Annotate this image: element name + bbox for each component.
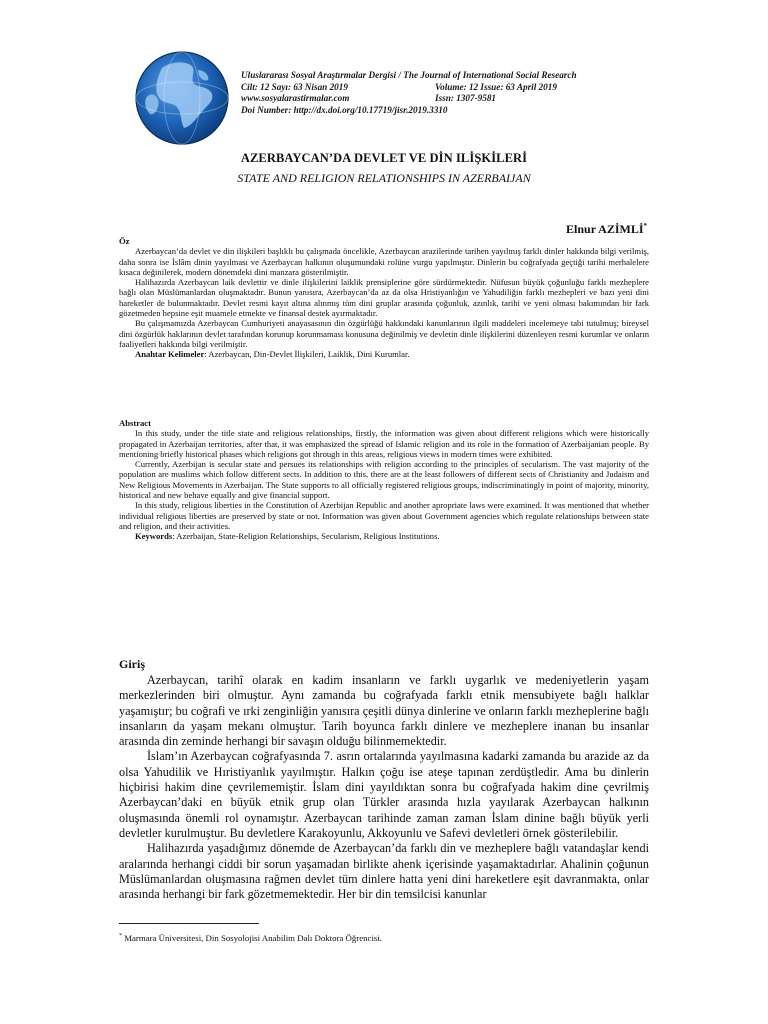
abstract-keywords bbox=[119, 531, 649, 541]
oz-keywords bbox=[119, 349, 649, 359]
body-paragraph: İslam’ın Azerbaycan coğrafyasında 7. asrın ortalarında yayılmasına kadarki zamanda bu arazide az da olsa Yahudilik ve Hıristiyanlık yayılmıştır. Halkın çoğu ise ateşe tapınan zerdüştledir. Ama bu dinlerin hiçbirisi hakim dine çevrilememiştir. İslam dini yayıldıktan sonra bu coğrafyada hakim dine çevrilmiş Azerbaycan’daki en büyük etnik grup olan Türkler arasında hızla yayılarak Azerbaycan halkının oluşmasında önemli rol oynamıştır. Azerbaycan tarihinde zaman zaman İslam dinine bağlı büyük yerli devletler kurulmuştur. Bu devletlere Karakoyunlu, Akkoyunlu ve Safevi devletleri örnek gösterilebilir. bbox=[119, 749, 649, 840]
abstract-keywords-text: : Azerbaijan, State-Religion Relationships, Secularism, Religious Institutions. bbox=[172, 531, 440, 542]
section-heading: Giriş bbox=[119, 657, 145, 671]
oz-paragraph: Azerbaycan’da devlet ve din ilişkileri başlıklı bu çalışmada öncelikle, Azerbaycan arazilerinde tarihen yayılmış farklı dinler hakkında bilgi verilmiş, daha sonra ise İslâm dinin yayılması ve Azerbaycan halkının oluşumundaki rolüne vurgu yapılmıştır. Dinlerin bu coğrafyada geçtiği tarihi merhalelere kısaca değinilerek, modern dönemdeki dini manzara gösterilmiştir. bbox=[119, 246, 649, 277]
body-text bbox=[119, 673, 649, 902]
abstract-paragraph: Currently, Azerbijan is secular state and persues its relationships with religion according to the principles of secularism. The vast majority of the population are muslims which follow different sects. In addition to this, there are at the least followers of different sects of Christianity and Judaism and New Religious Movements in Azerbaijan. The State supports to all officially registered religious groups, indiscriminatingly in point of majority, minority, historical and new behave equally and give financial support. bbox=[119, 459, 649, 501]
oz-section bbox=[119, 236, 649, 360]
oz-keywords-label: Anahtar Kelimeler bbox=[135, 349, 205, 360]
oz-paragraph: Bu çalışmamızda Azerbaycan Cumhuriyeti anayasasının din özgürlüğü hakkındaki kanunlarının ilgili maddeleri incelemeye tabi tutulmuş; bireysel dini özgürlük haklarının devlet tarafından korunup korunmaması konusuna değinilmiş ve devletin dinle ilişkilerini düzenleyen resmi kurumlar ve onların faaliyetleri hakkında bilgi verilmiştir. bbox=[119, 318, 649, 349]
body-paragraph: Halihazırda yaşadığımız dönemde de Azerbaycan’da farklı din ve mezheplere bağlı vatandaşlar kendi aralarında herhangi ciddi bir sorun yaşamadan birlikte ahenk içerisinde yaşamaktadırlar. Ahalinin çoğunun Müslümanlardan oluşmasına rağmen devlet tüm dinlere hatta yeni dini hareketlere eşit davranmakta, onlar arasında herhangi bir fark gözetmemektedir. Her bir din temsilcisi kanunlar bbox=[119, 841, 649, 902]
volume-tr: Cilt: 12 Sayı: 63 Nisan 2019 bbox=[241, 81, 348, 92]
body-paragraph: Azerbaycan, tarihî olarak en kadim insanların ve farklı uygarlık ve medeniyetlerin yaşam merkezlerinden biri olmuştur. Aynı zamanda bu coğrafyada farklı etnik mensubiyete bağlı halklar yaşamıştır; bu coğrafi ve ırki zenginliğin yanısıra çeşitli dünya dinlerine ve onların farklı mezheplerine bağlı insanların da yaşam mekanı olmuştur. Tarih boyunca farklı dinlere ve mezheplere inanan bu insanlar arasında din zeminde herhangi bir savaşın olduğu bilinmemektedir. bbox=[119, 673, 649, 749]
journal-name: Uluslararası Sosyal Araştırmalar Dergisi / The Journal of International Social Research bbox=[241, 70, 577, 80]
journal-website[interactable]: www.sosyalarastirmalar.com bbox=[241, 93, 350, 103]
author-footnote-mark[interactable]: * bbox=[643, 222, 647, 230]
paper-subtitle: STATE AND RELIGION RELATIONSHIPS IN AZERBAIJAN bbox=[237, 171, 531, 185]
journal-issn: Issn: 1307-9581 bbox=[435, 93, 497, 103]
volume-en: Volume: 12 Issue: 63 April 2019 bbox=[435, 81, 557, 92]
abstract-paragraph: In this study, under the title state and religious relationships, firstly, the information was given about different religions which were historically propagated in Azerbaijan territories, after that, it was emphasized the spread of Islamic religion and its role in the formation of Azerbaijanian people. By mentioning briefly historical phases which religions got through in this areas, religious views in modern times were exhibited. bbox=[119, 428, 649, 459]
oz-paragraph: Halihazırda Azerbaycan laik devlettir ve dinle ilişkilerini laiklik prensiplerine göre sürdürmektedir. Nüfusun büyük çoğunluğu farklı mezheplere bağlı olan Müslümanlardan oluşmaktadır. Bunun yanısıra, Azerbaycan’da az da olsa Hristiyanlığın ve Yahudiliğin farklı mezhepleri ve bazı yeni dini hareketler de bulunmaktadır. Devlet resmi kayıt altına alınmış tüm dini gruplar arasında çoğunluk, azınlık, tarihi ve yeni olması bakımından bir fark gözetmeden hepsine eşit muamele etmekte ve finansal destek ayırmaktadır. bbox=[119, 277, 649, 319]
doi-number[interactable]: Doi Number: http://dx.doi.org/10.17719/jisr.2019.3310 bbox=[241, 104, 448, 115]
abstract-section bbox=[119, 418, 649, 542]
oz-heading: Öz bbox=[119, 236, 130, 246]
footnote bbox=[119, 933, 382, 943]
author-name-text: Elnur AZİMLİ bbox=[566, 222, 644, 236]
abstract-keywords-label: Keywords bbox=[135, 531, 173, 542]
globe-logo bbox=[132, 48, 232, 148]
oz-keywords-text: : Azerbaycan, Din-Devlet İlişkileri, Laiklik, Dini Kurumlar. bbox=[204, 349, 410, 360]
abstract-paragraph: In this study, religious liberties in the Constitution of Azerbijan Republic and another apropriate laws were examined. It was mentioned that whether individual religious liberties are preserved by state or not. Information was given about Government agencies which regulate relationships between state and religion, and their activities. bbox=[119, 500, 649, 531]
footnote-divider bbox=[119, 923, 259, 924]
abstract-heading: Abstract bbox=[119, 418, 151, 428]
footnote-mark: * bbox=[119, 933, 122, 940]
paper-title: AZERBAYCAN’DA DEVLET VE DİN ILİŞKİLERİ bbox=[240, 151, 528, 165]
author-name bbox=[566, 222, 647, 237]
footnote-text: Marmara Üniversitesi, Din Sosyolojisi Anabilim Dalı Doktora Öğrencisi. bbox=[122, 933, 382, 943]
journal-header bbox=[241, 70, 601, 116]
